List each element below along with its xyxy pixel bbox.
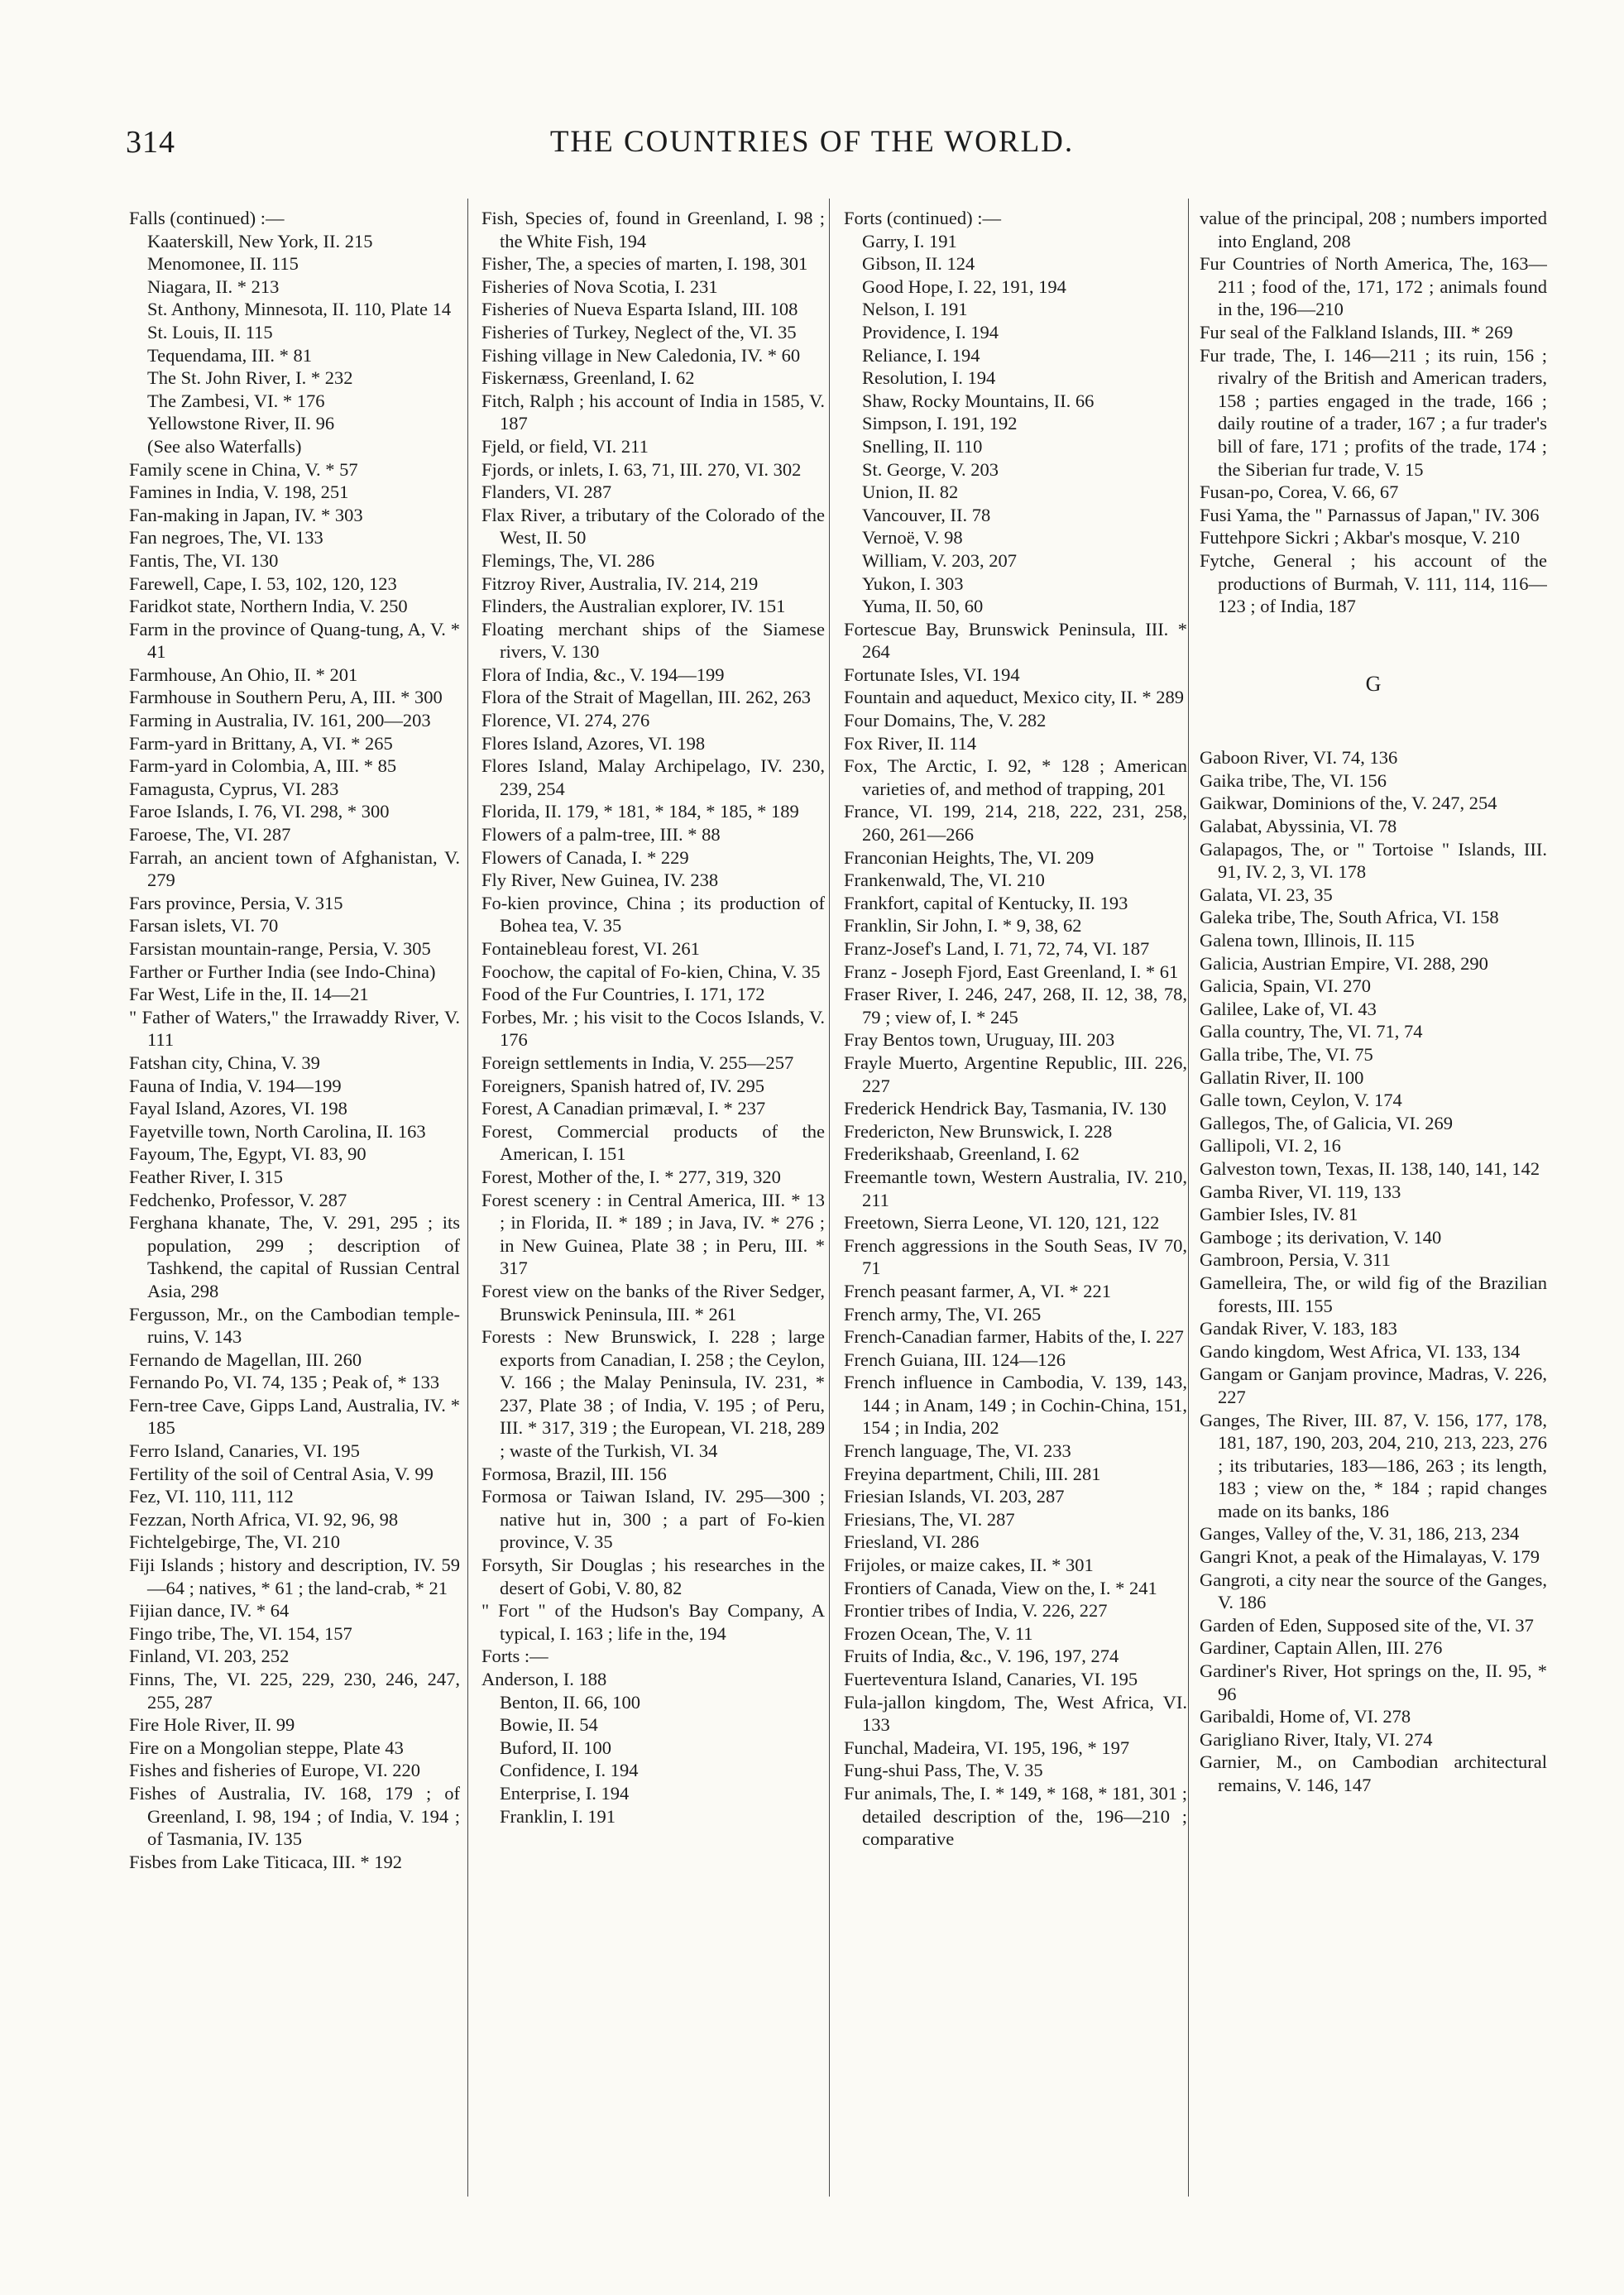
index-entry: Fredericton, New Brunswick, I. 228 bbox=[844, 1120, 1113, 1142]
index-entry: Gando kingdom, West Africa, VI. 133, 134 bbox=[1200, 1340, 1521, 1362]
index-entry: Niagara, II. * 213 bbox=[147, 275, 280, 297]
index-entry: Fishes of Australia, IV. 168, 179 ; of Greenland, I. 98, 194 ; of India, V. 194 ; of Tasmania, IV. 135 bbox=[129, 1782, 460, 1850]
index-column-1 bbox=[129, 207, 460, 2226]
index-entry: Fish, Species of, found in Greenland, I. 98 ; the White Fish, 194 bbox=[481, 208, 825, 252]
index-entry: Gardiner, Captain Allen, III. 276 bbox=[1200, 1637, 1443, 1659]
index-entry: Galla tribe, The, VI. 75 bbox=[1200, 1044, 1373, 1065]
index-entry: Florida, II. 179, * 181, * 184, * 185, * 189 bbox=[481, 801, 799, 822]
section-letter: G bbox=[1365, 671, 1382, 696]
index-entry: Resolution, I. 194 bbox=[862, 367, 996, 389]
index-entry: Gibson, II. 124 bbox=[862, 253, 975, 275]
index-entry: Four Domains, The, V. 282 bbox=[844, 710, 1047, 731]
index-entry: Far West, Life in the, II. 14—21 bbox=[129, 984, 369, 1005]
index-entry: Fernando de Magellan, III. 260 bbox=[129, 1349, 362, 1370]
index-entry: Fiji Islands ; history and description, IV. 59—64 ; natives, * 61 ; the land-crab, * 21 bbox=[129, 1555, 460, 1598]
index-entry: Forest, Mother of the, I. * 277, 319, 320 bbox=[481, 1166, 781, 1187]
index-entry: Farm-yard in Colombia, A, III. * 85 bbox=[129, 755, 397, 777]
page-header bbox=[0, 124, 1624, 164]
index-entry: Fo-kien province, China ; its production of Bohea tea, V. 35 bbox=[481, 892, 825, 937]
index-entry: Anderson, I. 188 bbox=[481, 1669, 607, 1689]
index-entry: French language, The, VI. 233 bbox=[844, 1440, 1071, 1462]
index-entry: Galicia, Spain, VI. 270 bbox=[1200, 975, 1372, 997]
index-entry: Fantis, The, VI. 130 bbox=[129, 549, 279, 571]
index-entry: Fontainebleau forest, VI. 261 bbox=[481, 938, 700, 959]
index-entry: Gaboon River, VI. 74, 136 bbox=[1200, 747, 1398, 769]
column-rule bbox=[829, 199, 830, 2197]
index-entry: Fur seal of the Falkland Islands, III. * 269 bbox=[1200, 321, 1513, 343]
index-entry: Fjeld, or field, VI. 211 bbox=[481, 435, 649, 457]
index-entry: Farmhouse in Southern Peru, A, III. * 300 bbox=[129, 687, 443, 708]
index-entry: Vernoë, V. 98 bbox=[862, 527, 963, 549]
index-entry: Flanders, VI. 287 bbox=[481, 482, 612, 503]
index-entry: Gallipoli, VI. 2, 16 bbox=[1200, 1135, 1341, 1157]
index-entry: Yuma, II. 50, 60 bbox=[862, 596, 984, 617]
index-entry: Fuerteventura Island, Canaries, VI. 195 bbox=[844, 1669, 1138, 1689]
index-entry: Farsistan mountain-range, Persia, V. 305 bbox=[129, 938, 431, 959]
index-entry: Fatshan city, China, V. 39 bbox=[129, 1052, 320, 1073]
index-entry: Flowers of a palm-tree, III. * 88 bbox=[481, 824, 721, 846]
index-entry: Fitch, Ralph ; his account of India in 1585, V. 187 bbox=[481, 390, 825, 434]
index-entry: Fjords, or inlets, I. 63, 71, III. 270, VI. 302 bbox=[481, 458, 802, 480]
index-entry: Futtehpore Sickri ; Akbar's mosque, V. 210 bbox=[1200, 527, 1520, 549]
index-entry: Ferro Island, Canaries, VI. 195 bbox=[129, 1440, 360, 1462]
index-entry: Gangri Knot, a peak of the Himalayas, V. 179 bbox=[1200, 1546, 1540, 1568]
index-entry: Fox, The Arctic, I. 92, * 128 ; American varieties of, and method of trapping, 201 bbox=[844, 755, 1187, 799]
index-entry: Faroese, The, VI. 287 bbox=[129, 824, 291, 846]
index-entry: The Zambesi, VI. * 176 bbox=[147, 390, 325, 411]
index-entry: Flowers of Canada, I. * 229 bbox=[481, 846, 689, 868]
index-entry: Fernando Po, VI. 74, 135 ; Peak of, * 133 bbox=[129, 1372, 440, 1393]
index-entry: Finns, The, VI. 225, 229, 230, 246, 247, 255, 287 bbox=[129, 1669, 460, 1713]
column-rule bbox=[467, 199, 468, 2197]
index-entry: Frontier tribes of India, V. 226, 227 bbox=[844, 1600, 1108, 1622]
index-entry: French aggressions in the South Seas, IV 70, 71 bbox=[844, 1234, 1187, 1279]
index-entry: Ganges, Valley of the, V. 31, 186, 213, 234 bbox=[1200, 1523, 1520, 1545]
index-entry: Fertility of the soil of Central Asia, V. 99 bbox=[129, 1463, 434, 1484]
index-entry: Galapagos, The, or " Tortoise " Islands, III. 91, IV. 2, 3, VI. 178 bbox=[1200, 838, 1547, 883]
index-entry: Farewell, Cape, I. 53, 102, 120, 123 bbox=[129, 573, 397, 594]
index-entry: Fern-tree Cave, Gipps Land, Australia, IV. * 185 bbox=[129, 1394, 460, 1439]
index-entry: Fur Countries of North America, The, 163—211 ; food of the, 171, 172 ; animals found in the, 196—210 bbox=[1200, 253, 1547, 320]
index-entry: Fung-shui Pass, The, V. 35 bbox=[844, 1760, 1043, 1781]
index-entry: Feather River, I. 315 bbox=[129, 1166, 283, 1187]
index-entry: Fisheries of Turkey, Neglect of the, VI. 35 bbox=[481, 321, 797, 343]
index-entry: Frederikshaab, Greenland, I. 62 bbox=[844, 1143, 1080, 1165]
page-number: 314 bbox=[126, 125, 175, 160]
index-entry: Fusan-po, Corea, V. 66, 67 bbox=[1200, 482, 1399, 503]
index-entry: Galabat, Abyssinia, VI. 78 bbox=[1200, 816, 1397, 837]
index-entry: Freemantle town, Western Australia, IV. 210, 211 bbox=[844, 1166, 1187, 1210]
index-entry: Confidence, I. 194 bbox=[500, 1760, 639, 1781]
index-entry: Famagusta, Cyprus, VI. 283 bbox=[129, 778, 339, 799]
index-entry: Fars province, Persia, V. 315 bbox=[129, 892, 343, 913]
index-entry: Gamelleira, The, or wild fig of the Brazilian forests, III. 155 bbox=[1200, 1272, 1547, 1316]
index-entry: Forbes, Mr. ; his visit to the Cocos Islands, V. 176 bbox=[481, 1006, 825, 1051]
index-entry: French-Canadian farmer, Habits of the, I. 227 bbox=[844, 1326, 1184, 1348]
index-entry: Franklin, I. 191 bbox=[500, 1805, 616, 1827]
index-entry: Galena town, Illinois, II. 115 bbox=[1200, 930, 1415, 951]
index-entry: Fisher, The, a species of marten, I. 198, 301 bbox=[481, 253, 808, 275]
index-entry: Faridkot state, Northern India, V. 250 bbox=[129, 596, 408, 617]
index-entry: Gambier Isles, IV. 81 bbox=[1200, 1204, 1358, 1225]
index-entry: Fortunate Isles, VI. 194 bbox=[844, 664, 1020, 685]
index-entry: Food of the Fur Countries, I. 171, 172 bbox=[481, 984, 765, 1005]
index-entry: Gangam or Ganjam province, Madras, V. 226, 227 bbox=[1200, 1363, 1547, 1407]
index-entry: Fiskernæss, Greenland, I. 62 bbox=[481, 367, 695, 389]
index-entry: Fountain and aqueduct, Mexico city, II. * 289 bbox=[844, 687, 1184, 708]
index-entry: Ganges, The River, III. 87, V. 156, 177, 178, 181, 187, 190, 203, 204, 210, 213, 223, 276 ; its tributaries, 183—186, 263 ; its length, 183 ; view on the, * 184 ; rapid changes made on its banks, 186 bbox=[1200, 1409, 1547, 1521]
index-entry: Frederick Hendrick Bay, Tasmania, IV. 130 bbox=[844, 1098, 1167, 1119]
index-entry: Farrah, an ancient town of Afghanistan, V. 279 bbox=[129, 846, 460, 891]
index-entry: Formosa, Brazil, III. 156 bbox=[481, 1463, 667, 1484]
index-entry: Fezzan, North Africa, VI. 92, 96, 98 bbox=[129, 1508, 399, 1530]
index-entry: The St. John River, I. * 232 bbox=[147, 367, 353, 389]
index-entry: Fauna of India, V. 194—199 bbox=[129, 1075, 342, 1096]
index-entry: Galeka tribe, The, South Africa, VI. 158 bbox=[1200, 907, 1499, 928]
index-entry: French influence in Cambodia, V. 139, 143, 144 ; in Anam, 149 ; in Cochin-China, 151, 154 ; in India, 202 bbox=[844, 1372, 1187, 1439]
index-entry: Franz - Joseph Fjord, East Greenland, I. * 61 bbox=[844, 961, 1179, 982]
index-entry: Gambroon, Persia, V. 311 bbox=[1200, 1249, 1391, 1271]
index-entry: Kaaterskill, New York, II. 215 bbox=[147, 230, 373, 252]
index-entry: Gamba River, VI. 119, 133 bbox=[1200, 1181, 1401, 1202]
index-entry: Farm in the province of Quang-tung, A, V. * 41 bbox=[129, 618, 460, 663]
index-entry: Family scene in China, V. * 57 bbox=[129, 458, 358, 480]
index-entry: Simpson, I. 191, 192 bbox=[862, 413, 1018, 434]
index-entry: Garnier, M., on Cambodian architectural remains, V. 146, 147 bbox=[1200, 1751, 1547, 1795]
index-entry: Snelling, II. 110 bbox=[862, 435, 983, 457]
index-entry: Yellowstone River, II. 96 bbox=[147, 413, 335, 434]
index-entry: French Guiana, III. 124—126 bbox=[844, 1349, 1066, 1370]
index-entry: Fez, VI. 110, 111, 112 bbox=[129, 1486, 294, 1507]
index-entry: (See also Waterfalls) bbox=[147, 435, 302, 457]
index-entry: Flinders, the Australian explorer, IV. 151 bbox=[481, 596, 786, 617]
index-entry: Fytche, General ; his account of the productions of Burmah, V. 111, 114, 116—123 ; of India, 187 bbox=[1200, 549, 1547, 617]
index-column-4 bbox=[1200, 207, 1547, 2226]
index-entry: Forest view on the banks of the River Sedger, Brunswick Peninsula, III. * 261 bbox=[481, 1280, 825, 1325]
index-entry: William, V. 203, 207 bbox=[862, 549, 1018, 571]
index-entry: Fly River, New Guinea, IV. 238 bbox=[481, 870, 719, 891]
index-entry: Forest, Commercial products of the American, I. 151 bbox=[481, 1120, 825, 1165]
index-entry: Famines in India, V. 198, 251 bbox=[129, 482, 349, 503]
index-entry: Fingo tribe, The, VI. 154, 157 bbox=[129, 1622, 352, 1644]
index-entry: value of the principal, 208 ; numbers imported into England, 208 bbox=[1200, 208, 1547, 252]
index-entry: Flores Island, Azores, VI. 198 bbox=[481, 732, 706, 754]
index-entry: Gaika tribe, The, VI. 156 bbox=[1200, 769, 1387, 791]
index-entry: Freyina department, Chili, III. 281 bbox=[844, 1463, 1101, 1484]
index-entry: Frontiers of Canada, View on the, I. * 241 bbox=[844, 1577, 1157, 1598]
index-entry: Fan-making in Japan, IV. * 303 bbox=[129, 504, 363, 525]
index-entry: Fula-jallon kingdom, The, West Africa, VI. 133 bbox=[844, 1691, 1187, 1736]
column-rule bbox=[1188, 199, 1189, 2197]
index-entry: Foreigners, Spanish hatred of, IV. 295 bbox=[481, 1075, 765, 1096]
index-entry: Reliance, I. 194 bbox=[862, 344, 980, 366]
index-entry: Falls (continued) :— bbox=[129, 208, 285, 228]
index-entry: Fisheries of Nueva Esparta Island, III. 108 bbox=[481, 299, 798, 320]
index-entry: Frijoles, or maize cakes, II. * 301 bbox=[844, 1555, 1094, 1576]
index-entry: Galveston town, Texas, II. 138, 140, 141, 142 bbox=[1200, 1157, 1540, 1179]
index-entry: Vancouver, II. 78 bbox=[862, 504, 991, 525]
index-entry: Fisheries of Nova Scotia, I. 231 bbox=[481, 275, 718, 297]
index-entry: Farming in Australia, IV. 161, 200—203 bbox=[129, 710, 431, 731]
index-entry: Fusi Yama, the " Parnassus of Japan," IV. 306 bbox=[1200, 504, 1540, 525]
index-entry: Florence, VI. 274, 276 bbox=[481, 710, 650, 731]
index-entry: " Father of Waters," the Irrawaddy River, V. 111 bbox=[129, 1006, 460, 1051]
index-entry: Garigliano River, Italy, VI. 274 bbox=[1200, 1728, 1433, 1750]
index-entry: Bowie, II. 54 bbox=[500, 1714, 598, 1736]
running-title: THE COUNTRIES OF THE WORLD. bbox=[549, 125, 1075, 159]
index-entry: " Fort " of the Hudson's Bay Company, A typical, I. 163 ; life in the, 194 bbox=[481, 1600, 825, 1644]
index-entry: Fayetville town, North Carolina, II. 163 bbox=[129, 1120, 426, 1142]
index-entry: Franklin, Sir John, I. * 9, 38, 62 bbox=[844, 915, 1082, 937]
index-entry: Garry, I. 191 bbox=[862, 230, 957, 252]
index-entry: Floating merchant ships of the Siamese rivers, V. 130 bbox=[481, 618, 825, 663]
index-entry: French peasant farmer, A, VI. * 221 bbox=[844, 1280, 1111, 1301]
index-entry: Enterprise, I. 194 bbox=[500, 1782, 630, 1804]
index-column-3 bbox=[844, 207, 1187, 2226]
index-entry: Farm-yard in Brittany, A, VI. * 265 bbox=[129, 732, 393, 754]
index-entry: Funchal, Madeira, VI. 195, 196, * 197 bbox=[844, 1737, 1130, 1758]
index-entry: Fichtelgebirge, The, VI. 210 bbox=[129, 1531, 340, 1553]
index-entry: Nelson, I. 191 bbox=[862, 299, 968, 320]
index-entry: Flores Island, Malay Archipelago, IV. 230, 239, 254 bbox=[481, 755, 825, 799]
index-entry: Fan negroes, The, VI. 133 bbox=[129, 527, 323, 549]
index-entry: Fortescue Bay, Brunswick Peninsula, III. * 264 bbox=[844, 618, 1187, 663]
index-entry: Foochow, the capital of Fo-kien, China, V. 35 bbox=[481, 961, 821, 982]
index-entry: Fire on a Mongolian steppe, Plate 43 bbox=[129, 1737, 404, 1758]
index-entry: Friesians, The, VI. 287 bbox=[844, 1508, 1015, 1530]
index-entry: St. Anthony, Minnesota, II. 110, Plate 14 bbox=[147, 299, 452, 320]
index-entry: Yukon, I. 303 bbox=[862, 573, 964, 594]
index-entry: France, VI. 199, 214, 218, 222, 231, 258, 260, 261—266 bbox=[844, 801, 1187, 846]
index-entry: Galilee, Lake of, VI. 43 bbox=[1200, 998, 1377, 1019]
index-entry: Frayle Muerto, Argentine Republic, III. 226, 227 bbox=[844, 1052, 1187, 1096]
index-entry: Flemings, The, VI. 286 bbox=[481, 549, 655, 571]
index-entry: Gamboge ; its derivation, V. 140 bbox=[1200, 1226, 1442, 1248]
index-entry: Finland, VI. 203, 252 bbox=[129, 1646, 290, 1667]
index-entry: Forts (continued) :— bbox=[844, 208, 1001, 228]
index-entry: Gallatin River, II. 100 bbox=[1200, 1066, 1364, 1088]
index-entry: French army, The, VI. 265 bbox=[844, 1303, 1042, 1325]
index-entry: Fraser River, I. 246, 247, 268, II. 12, 38, 78, 79 ; view of, I. * 245 bbox=[844, 984, 1187, 1028]
index-entry: Flora of the Strait of Magellan, III. 262, 263 bbox=[481, 687, 812, 708]
index-entry: St. George, V. 203 bbox=[862, 458, 999, 480]
index-entry: Franz-Josef's Land, I. 71, 72, 74, VI. 187 bbox=[844, 938, 1150, 959]
index-entry: Providence, I. 194 bbox=[862, 321, 999, 343]
index-entry: Buford, II. 100 bbox=[500, 1737, 611, 1758]
index-entry: Farmhouse, An Ohio, II. * 201 bbox=[129, 664, 358, 685]
index-entry: Forsyth, Sir Douglas ; his researches in the desert of Gobi, V. 80, 82 bbox=[481, 1555, 825, 1598]
index-entry: Formosa or Taiwan Island, IV. 295—300 ; native hut in, 300 ; a part of Fo-kien province, V. 35 bbox=[481, 1486, 825, 1553]
index-entry: Freetown, Sierra Leone, VI. 120, 121, 122 bbox=[844, 1212, 1160, 1234]
index-entry: Fox River, II. 114 bbox=[844, 732, 977, 754]
index-entry: Foreign settlements in India, V. 255—257 bbox=[481, 1052, 794, 1073]
index-entry: Fire Hole River, II. 99 bbox=[129, 1714, 295, 1736]
index-entry: Tequendama, III. * 81 bbox=[147, 344, 312, 366]
index-entry: Fray Bentos town, Uruguay, III. 203 bbox=[844, 1029, 1115, 1051]
index-entry: Fedchenko, Professor, V. 287 bbox=[129, 1189, 347, 1210]
index-entry: Union, II. 82 bbox=[862, 482, 959, 503]
index-entry: Franconian Heights, The, VI. 209 bbox=[844, 846, 1095, 868]
index-entry: Fisbes from Lake Titicaca, III. * 192 bbox=[129, 1851, 402, 1872]
index-entry: Forts :— bbox=[481, 1646, 549, 1667]
index-entry: Gallegos, The, of Galicia, VI. 269 bbox=[1200, 1112, 1453, 1133]
index-entry: Menomonee, II. 115 bbox=[147, 253, 299, 275]
index-entry: Frozen Ocean, The, V. 11 bbox=[844, 1622, 1033, 1644]
index-entry: Faroe Islands, I. 76, VI. 298, * 300 bbox=[129, 801, 390, 822]
index-entry: Fishing village in New Caledonia, IV. * 60 bbox=[481, 344, 801, 366]
index-entry: Galicia, Austrian Empire, VI. 288, 290 bbox=[1200, 952, 1488, 974]
index-entry: Flax River, a tributary of the Colorado of the West, II. 50 bbox=[481, 504, 825, 549]
index-entry: Ferghana khanate, The, V. 291, 295 ; its population, 299 ; description of Tashkend, the capital of Russian Central Asia, 298 bbox=[129, 1212, 460, 1301]
index-entry: Garden of Eden, Supposed site of the, VI. 37 bbox=[1200, 1614, 1534, 1636]
index-entry: Benton, II. 66, 100 bbox=[500, 1691, 640, 1713]
index-entry: Galle town, Ceylon, V. 174 bbox=[1200, 1090, 1402, 1111]
index-entry: Friesian Islands, VI. 203, 287 bbox=[844, 1486, 1065, 1507]
index-entry: Fijian dance, IV. * 64 bbox=[129, 1600, 290, 1622]
index-column-4-g-section bbox=[1200, 746, 1547, 1796]
index-entry: Galata, VI. 23, 35 bbox=[1200, 884, 1333, 905]
index-entry: Fur trade, The, I. 146—211 ; its ruin, 156 ; rivalry of the British and American traders, 158 ; parties engaged in the trade, 166 ; daily routine of a trader, 167 ; a fur trader's bill of fare, 171 ; profits of the trade, 174 ; the Siberian fur trade, V. 15 bbox=[1200, 344, 1547, 480]
index-column-4-continued bbox=[1200, 207, 1547, 618]
index-entry: Gandak River, V. 183, 183 bbox=[1200, 1318, 1397, 1339]
index-entry: Frankenwald, The, VI. 210 bbox=[844, 870, 1045, 891]
index-entry: Forests : New Brunswick, I. 228 ; large exports from Canadian, I. 258 ; the Ceylon, V. 166 ; the Malay Peninsula, IV. 231, * 237, Plate 38 ; of India, V. 195 ; of Peru, III. * 317, 319 ; the European, VI. 218, 289 ; waste of the Turkish, VI. 34 bbox=[481, 1326, 825, 1462]
index-entry: Fergusson, Mr., on the Cambodian temple-ruins, V. 143 bbox=[129, 1303, 460, 1348]
index-entry: Fur animals, The, I. * 149, * 168, * 181, 301 ; detailed description of the, 196—210 ; comparative bbox=[844, 1782, 1187, 1850]
index-entry: Fruits of India, &c., V. 196, 197, 274 bbox=[844, 1646, 1119, 1667]
index-entry: Forest scenery : in Central America, III. * 13 ; in Florida, II. * 189 ; in Java, IV. * 276 ; in New Guinea, Plate 38 ; in Peru, III. * 317 bbox=[481, 1189, 825, 1279]
index-entry: Gaikwar, Dominions of the, V. 247, 254 bbox=[1200, 793, 1497, 814]
index-entry: Gangroti, a city near the source of the Ganges, V. 186 bbox=[1200, 1569, 1547, 1613]
index-entry: Frankfort, capital of Kentucky, II. 193 bbox=[844, 892, 1128, 913]
index-entry: Gardiner's River, Hot springs on the, II. 95, * 96 bbox=[1200, 1660, 1547, 1704]
index-entry: Shaw, Rocky Mountains, II. 66 bbox=[862, 390, 1095, 411]
index-entry: Farther or Further India (see Indo-China) bbox=[129, 961, 436, 982]
index-entry: Farsan islets, VI. 70 bbox=[129, 915, 279, 937]
index-entry: Friesland, VI. 286 bbox=[844, 1531, 980, 1553]
index-entry: Garibaldi, Home of, VI. 278 bbox=[1200, 1706, 1411, 1727]
index-entry: Good Hope, I. 22, 191, 194 bbox=[862, 275, 1066, 297]
index-entry: Fayal Island, Azores, VI. 198 bbox=[129, 1098, 347, 1119]
index-entry: Fayoum, The, Egypt, VI. 83, 90 bbox=[129, 1143, 366, 1165]
index-entry: Forest, A Canadian primæval, I. * 237 bbox=[481, 1098, 766, 1119]
index-entry: St. Louis, II. 115 bbox=[147, 321, 273, 343]
index-entry: Galla country, The, VI. 71, 74 bbox=[1200, 1021, 1423, 1042]
index-entry: Fitzroy River, Australia, IV. 214, 219 bbox=[481, 573, 759, 594]
index-column-2 bbox=[481, 207, 825, 2226]
index-entry: Flora of India, &c., V. 194—199 bbox=[481, 664, 725, 685]
index-entry: Fishes and fisheries of Europe, VI. 220 bbox=[129, 1760, 421, 1781]
